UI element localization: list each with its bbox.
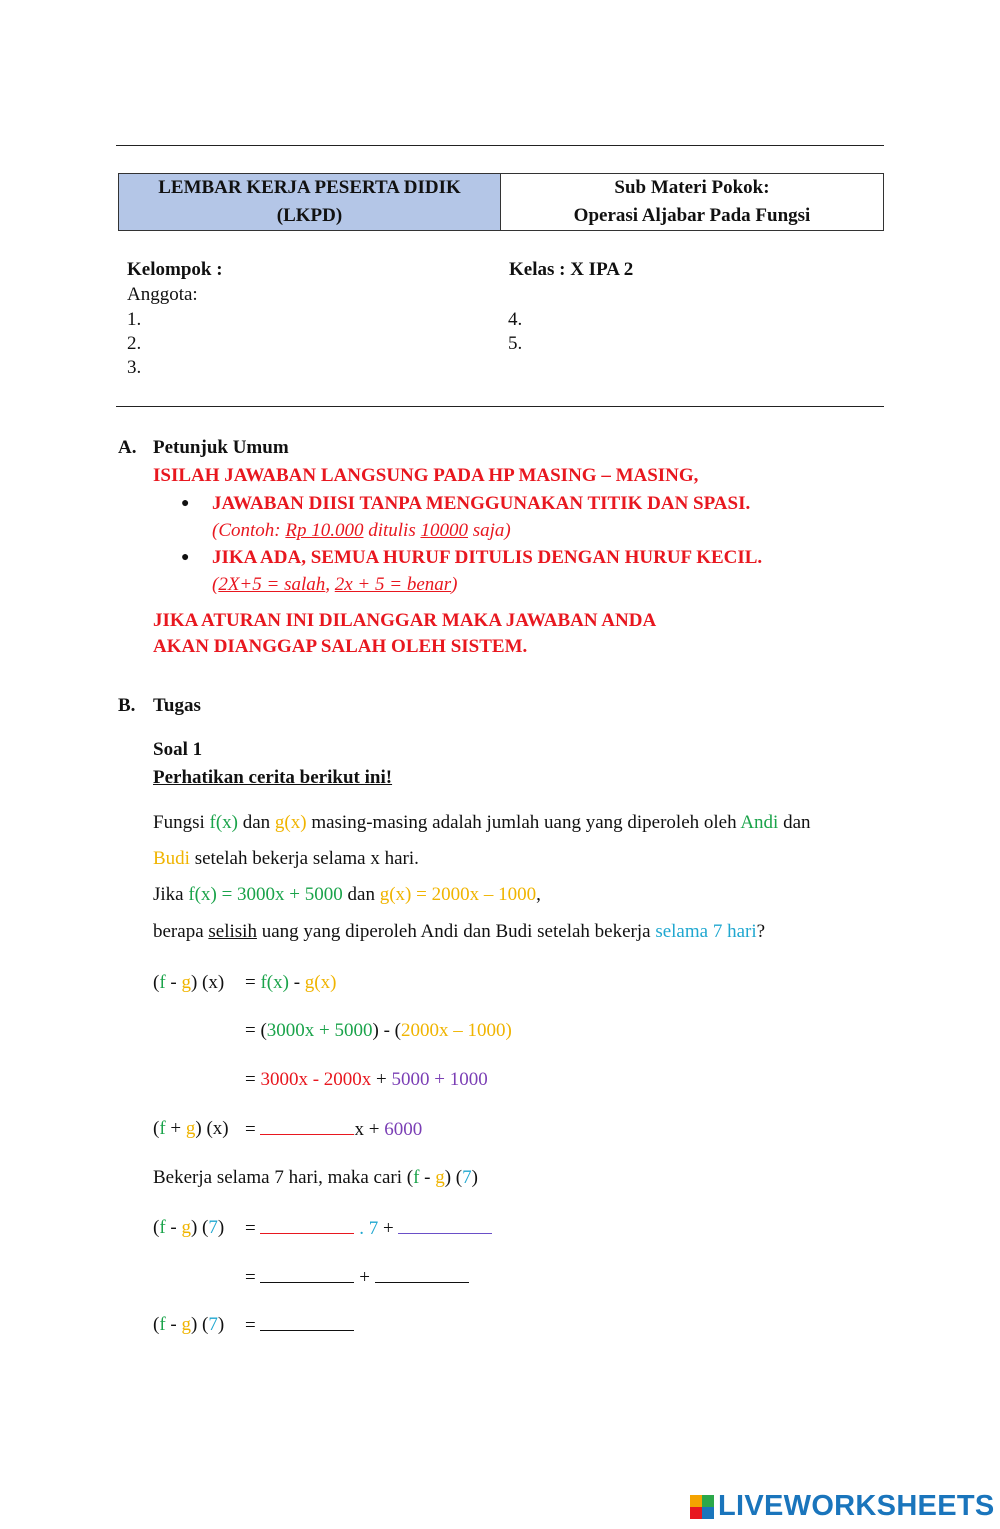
eq-g: g bbox=[181, 1314, 191, 1335]
eq-times-seven: . 7 bbox=[354, 1218, 379, 1239]
eq-paren: ) ( bbox=[190, 1217, 209, 1238]
story-text: , bbox=[536, 884, 541, 905]
eq4-lhs bbox=[153, 1118, 229, 1140]
eq-paren: ) (x) bbox=[195, 1118, 229, 1139]
eq-equals: = bbox=[245, 972, 261, 993]
warning-line-2: AKAN DIANGGAP SALAH OLEH SISTEM. bbox=[153, 636, 528, 657]
header-table bbox=[118, 173, 884, 231]
eq-g: g bbox=[181, 972, 191, 993]
eq1-rhs bbox=[245, 972, 336, 994]
eq-f: f bbox=[159, 1314, 166, 1335]
eq-equals: = ( bbox=[245, 1020, 267, 1041]
eq-term: 3000x + 5000 bbox=[266, 1020, 373, 1041]
answer-blank-sum-term[interactable] bbox=[375, 1266, 469, 1283]
instruction-line: ISILAH JAWABAN LANGSUNG PADA HP MASING – MASING, bbox=[153, 465, 699, 486]
header-topic-line2: Operasi Aljabar Pada Fungsi bbox=[573, 205, 811, 226]
story-text: dan bbox=[342, 884, 380, 905]
eq2-rhs bbox=[245, 1020, 512, 1042]
eq-f: f bbox=[159, 1217, 166, 1238]
eq-term: 5000 + 1000 bbox=[391, 1069, 488, 1090]
eq-f: f bbox=[159, 1118, 166, 1139]
bullet-dot-icon: ● bbox=[181, 496, 190, 511]
eq-op: ) - ( bbox=[372, 1020, 401, 1041]
eq-op: - bbox=[288, 972, 305, 993]
story-line-2 bbox=[153, 848, 419, 870]
member-4: 4. bbox=[508, 309, 523, 330]
header-topic-line1: Sub Materi Pokok: bbox=[614, 177, 770, 198]
eq-op: - bbox=[419, 1167, 436, 1188]
header-title-cell bbox=[119, 174, 501, 230]
example2-right: 2x + 5 = benar bbox=[334, 574, 452, 595]
eq-fx: f(x) bbox=[260, 972, 289, 993]
eq-op: - bbox=[165, 1217, 182, 1238]
soal-title: Soal 1 bbox=[153, 739, 203, 760]
eq-op: + bbox=[354, 1267, 375, 1288]
eq-paren: ) ( bbox=[190, 1314, 209, 1335]
eq-op: + bbox=[371, 1069, 392, 1090]
eq-paren: ( bbox=[153, 1118, 160, 1139]
eq-equals: = bbox=[245, 1069, 261, 1090]
top-divider bbox=[116, 145, 884, 146]
answer-blank-final[interactable] bbox=[260, 1314, 354, 1331]
story-text: ? bbox=[756, 921, 766, 942]
eq-paren: ( bbox=[153, 1217, 160, 1238]
eq-gx: g(x) bbox=[304, 972, 337, 993]
eq-paren: ) (x) bbox=[190, 972, 225, 993]
liveworksheets-logo-icon bbox=[690, 1495, 714, 1519]
example1-mid: ditulis bbox=[363, 520, 421, 541]
section-b-marker: B. bbox=[118, 695, 136, 716]
example2-wrong: 2X+5 = salah bbox=[218, 574, 326, 595]
rule-example-2 bbox=[212, 574, 457, 596]
header-title-line2: (LKPD) bbox=[276, 205, 343, 226]
story-andi: Andi bbox=[740, 812, 779, 833]
story-line-3 bbox=[153, 884, 541, 906]
kelompok-label: Kelompok : bbox=[127, 259, 223, 280]
eq-seven: 7 bbox=[208, 1217, 218, 1238]
eq-equals: = bbox=[245, 1267, 261, 1288]
eq-seven: 7 bbox=[462, 1167, 472, 1188]
answer-blank-slope[interactable] bbox=[260, 1217, 354, 1234]
eq-paren: ( bbox=[153, 972, 160, 993]
anggota-label: Anggota: bbox=[127, 284, 198, 305]
eq-constant: 6000 bbox=[384, 1119, 423, 1140]
story-7-hari: selama 7 hari bbox=[655, 921, 757, 942]
eq7-rhs bbox=[245, 1266, 469, 1289]
eq-equals: = bbox=[245, 1218, 261, 1239]
eq-paren: ( bbox=[153, 1314, 160, 1335]
example2-open: ( bbox=[212, 574, 219, 595]
middle-divider bbox=[116, 406, 884, 407]
eq-g: g bbox=[185, 1118, 196, 1139]
liveworksheets-watermark bbox=[690, 1490, 995, 1523]
eq-op: + bbox=[165, 1118, 186, 1139]
story-text: dan bbox=[237, 812, 275, 833]
eq-term: 2000x – 1000 bbox=[401, 1020, 506, 1041]
eq-op: + bbox=[378, 1218, 399, 1239]
story-fx: f(x) bbox=[209, 812, 238, 833]
eq-paren: ) bbox=[217, 1314, 225, 1335]
answer-blank-product[interactable] bbox=[260, 1266, 354, 1283]
task-line bbox=[153, 1167, 478, 1189]
story-g-formula: g(x) = 2000x – 1000 bbox=[379, 884, 537, 905]
example2-sep: , bbox=[325, 574, 335, 595]
watermark-text: LIVEWORKSHEETS bbox=[718, 1490, 995, 1522]
eq-op: - bbox=[165, 972, 182, 993]
rule-bullet-2: JIKA ADA, SEMUA HURUF DITULIS DENGAN HURUF KECIL. bbox=[212, 547, 763, 568]
story-text: dan bbox=[778, 812, 811, 833]
header-topic-cell bbox=[501, 174, 883, 230]
warning-line-1: JIKA ATURAN INI DILANGGAR MAKA JAWABAN ANDA bbox=[153, 610, 657, 631]
answer-blank-coefficient[interactable] bbox=[260, 1118, 354, 1135]
member-3: 3. bbox=[127, 357, 142, 378]
eq-equals: = bbox=[245, 1119, 261, 1140]
rule-example-1 bbox=[212, 520, 511, 542]
rule-bullet-1: JAWABAN DIISI TANPA MENGGUNAKAN TITIK DAN SPASI. bbox=[212, 493, 751, 514]
example1-post: saja) bbox=[467, 520, 511, 541]
kelas-label: Kelas : X IPA 2 bbox=[509, 259, 634, 280]
eq-g: g bbox=[435, 1167, 445, 1188]
story-text: Jika bbox=[153, 884, 189, 905]
soal-instruction: Perhatikan cerita berikut ini! bbox=[153, 767, 393, 788]
eq-paren: ) ( bbox=[444, 1167, 463, 1188]
eq-equals: = bbox=[245, 1315, 261, 1336]
eq-paren: ) bbox=[471, 1167, 478, 1188]
eq8-rhs bbox=[245, 1314, 354, 1337]
story-text: setelah bekerja selama x hari. bbox=[189, 848, 419, 869]
eq-f: f bbox=[159, 972, 166, 993]
story-f-formula: f(x) = 3000x + 5000 bbox=[188, 884, 343, 905]
section-a-marker: A. bbox=[118, 437, 137, 458]
member-5: 5. bbox=[508, 333, 523, 354]
example1-wrong: Rp 10.000 bbox=[285, 520, 364, 541]
story-text: masing-masing adalah jumlah uang yang diperoleh oleh bbox=[306, 812, 741, 833]
eq1-lhs bbox=[153, 972, 224, 994]
answer-blank-constant[interactable] bbox=[398, 1217, 492, 1234]
story-text: berapa bbox=[153, 921, 209, 942]
story-line-1 bbox=[153, 812, 811, 834]
section-b-title: Tugas bbox=[153, 695, 201, 716]
story-selisih: selisih bbox=[208, 921, 257, 942]
eq3-rhs bbox=[245, 1069, 488, 1091]
eq-term: x + bbox=[354, 1119, 385, 1140]
story-line-4 bbox=[153, 921, 765, 943]
task-text: Bekerja selama 7 hari, maka cari ( bbox=[153, 1167, 414, 1188]
eq-g: g bbox=[181, 1217, 191, 1238]
member-1: 1. bbox=[127, 309, 142, 330]
eq-paren: ) bbox=[505, 1020, 512, 1041]
section-a-title: Petunjuk Umum bbox=[153, 437, 289, 458]
story-gx: g(x) bbox=[274, 812, 307, 833]
eq-f: f bbox=[413, 1167, 420, 1188]
bullet-dot-icon: ● bbox=[181, 550, 190, 565]
example2-close: ) bbox=[451, 574, 458, 595]
eq-seven: 7 bbox=[208, 1314, 218, 1335]
member-2: 2. bbox=[127, 333, 142, 354]
eq8-lhs bbox=[153, 1314, 224, 1336]
eq6-rhs bbox=[245, 1217, 492, 1240]
eq-op: - bbox=[165, 1314, 182, 1335]
story-text: uang yang diperoleh Andi dan Budi setelah bekerja bbox=[256, 921, 656, 942]
eq4-rhs bbox=[245, 1118, 422, 1141]
eq6-lhs bbox=[153, 1217, 224, 1239]
story-budi: Budi bbox=[153, 848, 190, 869]
example1-right: 10000 bbox=[420, 520, 468, 541]
eq-term: 3000x - 2000x bbox=[260, 1069, 372, 1090]
example1-pre: (Contoh: bbox=[212, 520, 286, 541]
story-text: Fungsi bbox=[153, 812, 210, 833]
eq-paren: ) bbox=[217, 1217, 225, 1238]
header-title-line1: LEMBAR KERJA PESERTA DIDIK bbox=[158, 177, 461, 198]
